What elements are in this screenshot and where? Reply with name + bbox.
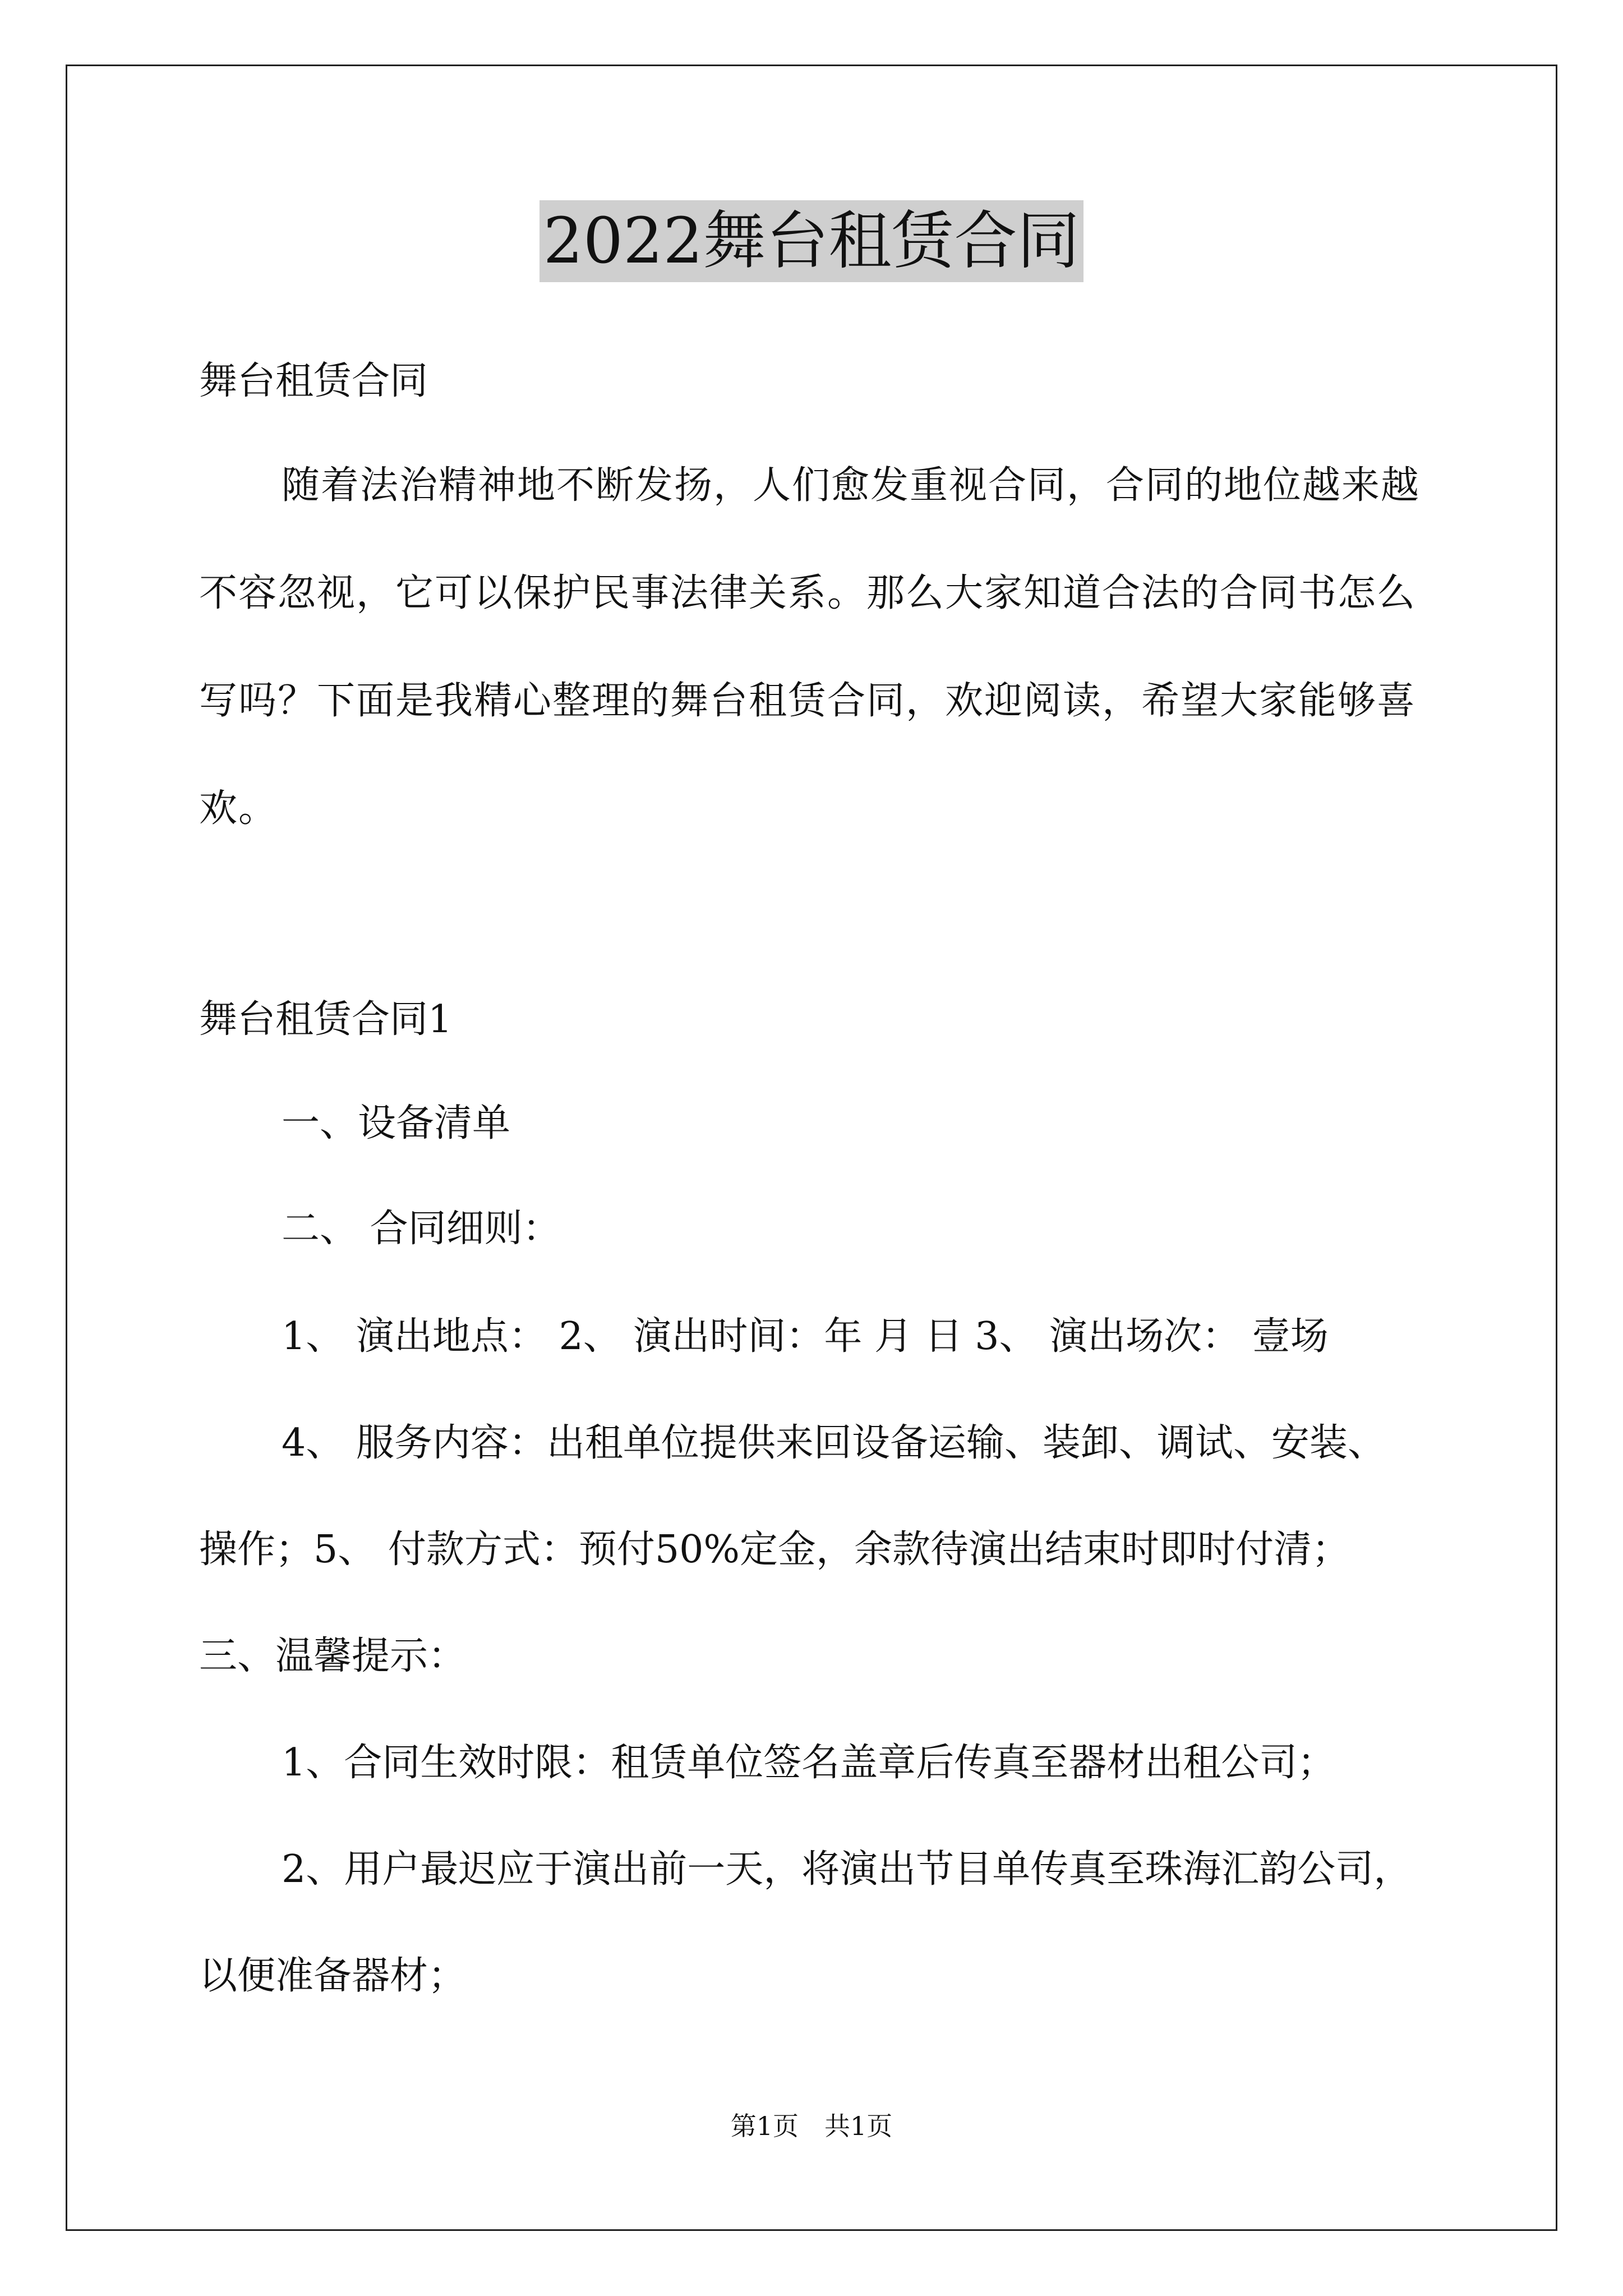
contract-line-venue-time: 1、 演出地点： 2、 演出时间：年 月 日 3、 演出场次： 壹场: [282, 1314, 1329, 1359]
item-equipment-list: 一、设备清单: [282, 1101, 511, 1145]
contract-line-payment: 操作；5、 付款方式：预付50%定金，余款待演出结束时即时付清；: [199, 1527, 1350, 1572]
contract-line-service: 4、 服务内容：出租单位提供来回设备运输、装卸、调试、安装、: [282, 1421, 1386, 1465]
reminder-line-validity: 1、合同生效时限：租赁单位签名盖章后传真至器材出租公司；: [282, 1741, 1336, 1785]
document-title: [0, 202, 1623, 280]
document-heading: 舞台租赁合同: [199, 359, 428, 403]
reminder-line-program: 2、用户最迟应于演出前一天，将演出节目单传真至珠海汇韵公司，: [282, 1847, 1412, 1892]
section-reminder: 三、温馨提示：: [199, 1634, 467, 1678]
reminder-line-prepare: 以便准备器材；: [199, 1954, 467, 1998]
intro-paragraph: 随着法治精神地不断发扬，人们愈发重视合同，合同的地位越来越不容忽视，它可以保护民事法律关系。那么大家知道合法的合同书怎么写吗？下面是我精心整理的舞台租赁合同，欢迎阅读，希望大家能够喜欢。: [199, 463, 1421, 831]
document-title-text: 2022舞台租赁合同: [540, 200, 1083, 282]
section-title: 舞台租赁合同1: [199, 997, 453, 1042]
page-footer: 第1页 共1页: [730, 2111, 893, 2141]
item-contract-details: 二、 合同细则：: [282, 1207, 561, 1251]
